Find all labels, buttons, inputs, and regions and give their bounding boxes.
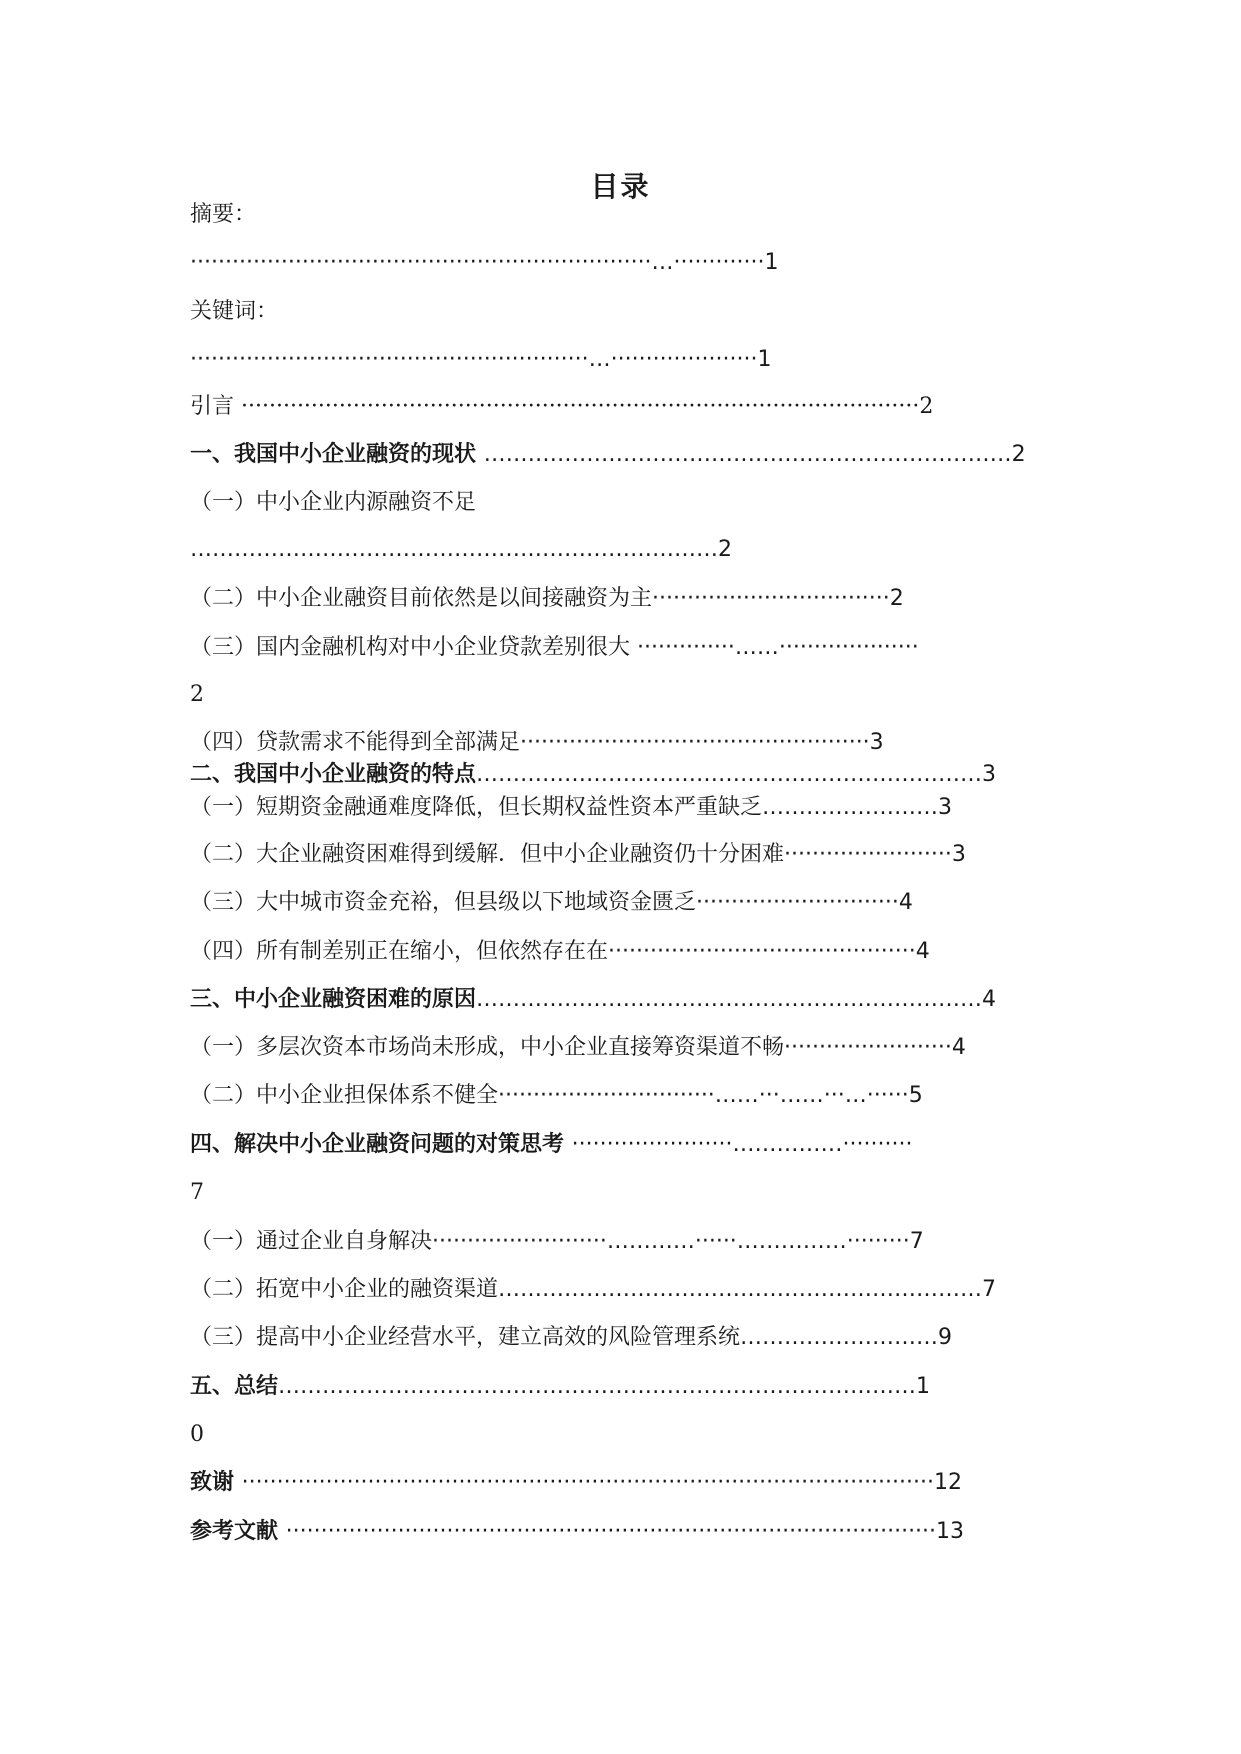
toc-text: （四）所有制差别正在缩小，但依然存在在 bbox=[190, 939, 609, 964]
toc-text: （一）短期资金融通难度降低，但长期权益性资本严重缺乏 bbox=[190, 795, 763, 820]
toc-text: 2 bbox=[190, 682, 204, 707]
toc-text: 关键词： bbox=[190, 299, 279, 324]
toc-line bbox=[190, 1517, 1060, 1547]
toc-text: （四）贷款需求不能得到全部满足 bbox=[190, 730, 521, 755]
toc-leader: ……………………………………………………………4 bbox=[476, 987, 997, 1012]
toc-heading: 四、解决中小企业融资问题的对策思考 bbox=[190, 1132, 572, 1157]
toc-line bbox=[190, 488, 1060, 518]
toc-text: （二）中小企业担保体系不健全 bbox=[190, 1083, 499, 1108]
toc-leader: ························3 bbox=[784, 842, 966, 867]
toc-text: 7 bbox=[190, 1180, 204, 1205]
toc-line bbox=[190, 248, 1060, 278]
toc-heading: 参考文献 bbox=[190, 1519, 286, 1544]
toc-leader: ………………………9 bbox=[740, 1325, 953, 1350]
toc-line bbox=[190, 584, 1060, 614]
toc-line bbox=[190, 793, 1060, 823]
toc-text: （一）通过企业自身解决 bbox=[190, 1229, 433, 1254]
toc-leader: ·······················……………·········· bbox=[571, 1132, 913, 1157]
toc-line bbox=[190, 728, 1060, 758]
toc-text: （三）国内金融机构对中小企业贷款差别很大 bbox=[190, 635, 637, 660]
toc-line bbox=[190, 680, 1060, 710]
toc-line bbox=[190, 1081, 1060, 1111]
toc-text: （二）拓宽中小企业的融资渠道 bbox=[190, 1277, 499, 1302]
toc-leader: ……………………3 bbox=[762, 795, 953, 820]
toc-leader: ··································2 bbox=[652, 586, 904, 611]
toc-line bbox=[190, 1227, 1060, 1257]
toc-line bbox=[190, 392, 1060, 422]
toc-line bbox=[190, 1033, 1060, 1063]
toc-text: （三）大中城市资金充裕，但县级以下地域资金匮乏 bbox=[190, 890, 697, 915]
toc-line bbox=[190, 1372, 1060, 1402]
toc-leader: ·······························……···……···…······5 bbox=[498, 1083, 923, 1108]
toc-line bbox=[190, 985, 1060, 1015]
toc-text: ··································································…·············1 bbox=[190, 250, 779, 275]
toc-line bbox=[190, 200, 1060, 230]
toc-line bbox=[190, 937, 1060, 967]
toc-text: （二）中小企业融资目前依然是以间接融资为主 bbox=[190, 586, 653, 611]
toc-line bbox=[190, 297, 1060, 327]
toc-text: （一）中小企业内源融资不足 bbox=[190, 490, 477, 515]
toc-line bbox=[190, 1323, 1060, 1353]
toc-leader: ……………………………………………………………3 bbox=[476, 762, 997, 787]
toc-text: ………………………………………………………………2 bbox=[190, 537, 732, 562]
toc-leader: ························4 bbox=[784, 1035, 966, 1060]
toc-leader: ··················································3 bbox=[520, 730, 884, 755]
toc-leader: ·························…………······……………·········7 bbox=[432, 1229, 924, 1254]
toc-line bbox=[190, 633, 1060, 663]
toc-line bbox=[190, 345, 1060, 375]
toc-heading: 三、中小企业融资困难的原因 bbox=[190, 987, 477, 1012]
toc-text: （三）提高中小企业经营水平，建立高效的风险管理系统 bbox=[190, 1325, 741, 1350]
toc-line bbox=[190, 535, 1060, 565]
toc-line bbox=[190, 888, 1060, 918]
toc-text: （二）大企业融资困难得到缓解．但中小企业融资仍十分困难 bbox=[190, 842, 785, 867]
toc-text: 0 bbox=[190, 1422, 204, 1447]
toc-leader: ……………………………………………………………………………1 bbox=[278, 1374, 931, 1399]
toc-line bbox=[190, 1468, 1060, 1498]
toc-line bbox=[190, 760, 1060, 790]
toc-line bbox=[190, 1275, 1060, 1305]
toc-leader: …………………………………………………………7 bbox=[498, 1277, 997, 1302]
toc-line bbox=[190, 440, 1060, 470]
toc-text: （一）多层次资本市场尚未形成，中小企业直接筹资渠道不畅 bbox=[190, 1035, 785, 1060]
toc-leader: ············································4 bbox=[608, 939, 930, 964]
toc-heading: 致谢 bbox=[190, 1470, 242, 1495]
toc-text: ·························································…·····················1 bbox=[190, 347, 772, 372]
toc-leader: ·····························4 bbox=[696, 890, 913, 915]
toc-line bbox=[190, 840, 1060, 870]
toc-text: 引言 ·································································································2 bbox=[190, 394, 934, 419]
toc-line bbox=[190, 1130, 1060, 1160]
toc-heading: 一、我国中小企业融资的现状 bbox=[190, 442, 484, 467]
toc-leader: ………………………………………………………………2 bbox=[483, 442, 1026, 467]
toc-heading: 五、总结 bbox=[190, 1374, 279, 1399]
toc-leader: ···································································································12 bbox=[241, 1470, 962, 1495]
page-title: 目录 bbox=[590, 170, 651, 203]
toc-leader: ·····························································································13 bbox=[285, 1519, 965, 1544]
toc-line bbox=[190, 1178, 1060, 1208]
toc-line bbox=[190, 1420, 1060, 1450]
toc-leader: ··············……···················· bbox=[637, 635, 919, 660]
toc-heading: 二、我国中小企业融资的特点 bbox=[190, 762, 477, 787]
toc-text: 摘要： bbox=[190, 202, 257, 227]
